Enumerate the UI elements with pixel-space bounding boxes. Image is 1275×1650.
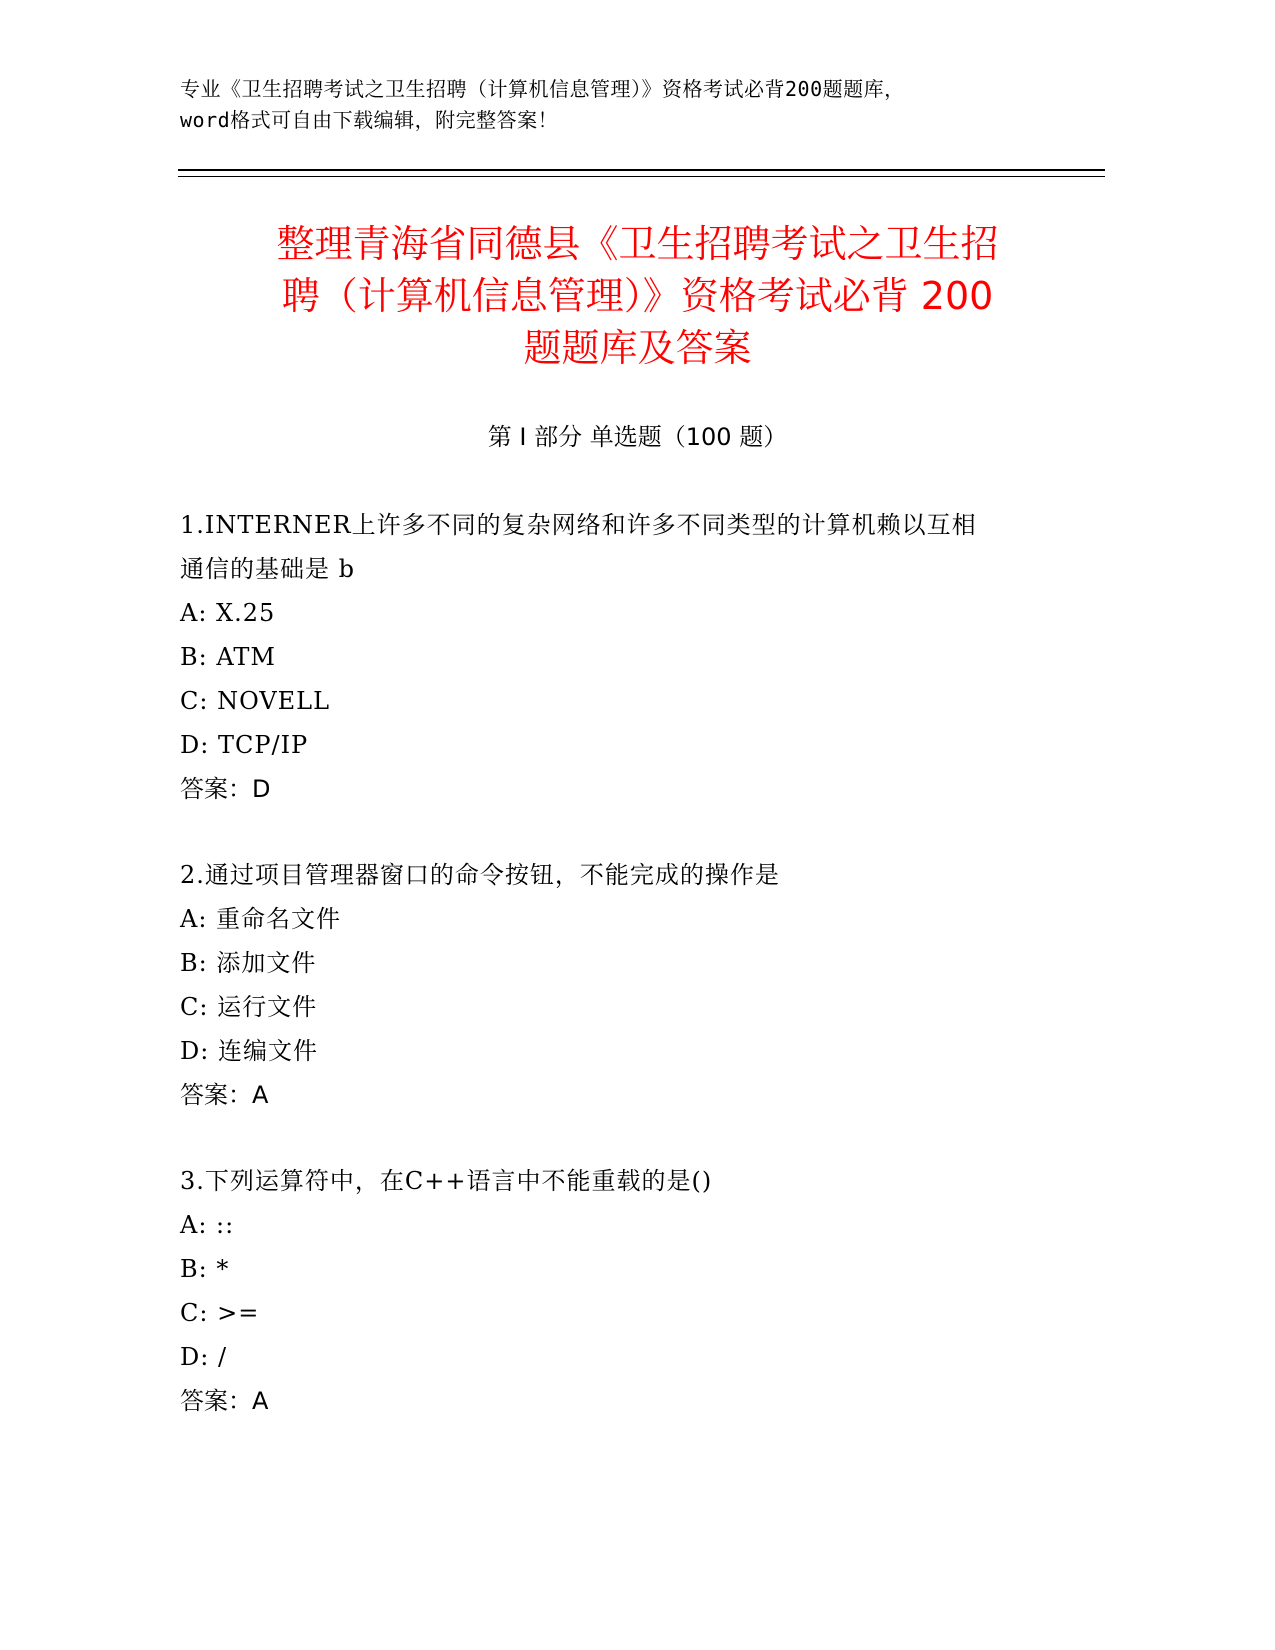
question-stem: 3.下列运算符中，在C++语言中不能重载的是() bbox=[180, 1167, 713, 1195]
option-b: B: 添加文件 bbox=[180, 949, 317, 977]
header-divider-thick bbox=[178, 169, 1105, 171]
answer-line: 答案：D bbox=[180, 775, 271, 803]
answer-line: 答案：A bbox=[180, 1387, 269, 1415]
question-stem-continued: 通信的基础是 b bbox=[180, 555, 355, 583]
option-c: C: 运行文件 bbox=[180, 993, 318, 1021]
header-note-line-1: 专业《卫生招聘考试之卫生招聘（计算机信息管理）》资格考试必背200题题库， bbox=[180, 77, 905, 101]
option-d: D: / bbox=[180, 1343, 228, 1371]
option-b: B: ATM bbox=[180, 643, 276, 671]
document-title-line-1: 整理青海省同德县《卫生招聘考试之卫生招 bbox=[276, 222, 999, 266]
header-divider-thin bbox=[178, 176, 1105, 177]
option-c: C: >= bbox=[180, 1299, 260, 1327]
question-list bbox=[180, 503, 1080, 1465]
question-2 bbox=[180, 853, 1080, 1117]
question-1 bbox=[180, 503, 1080, 811]
option-a: A: X.25 bbox=[180, 599, 276, 627]
header-note-line-2: word格式可自由下载编辑，附完整答案！ bbox=[180, 108, 559, 132]
question-3 bbox=[180, 1159, 1080, 1423]
document-title-line-2: 聘（计算机信息管理）》资格考试必背 200 bbox=[281, 274, 994, 318]
question-stem: 1.INTERNER上许多不同的复杂网络和许多不同类型的计算机赖以互相 bbox=[180, 511, 977, 539]
question-stem: 2.通过项目管理器窗口的命令按钮，不能完成的操作是 bbox=[180, 861, 780, 889]
option-a: A: :: bbox=[180, 1211, 235, 1239]
option-d: D: TCP/IP bbox=[180, 731, 309, 759]
option-b: B: * bbox=[180, 1255, 230, 1283]
header-note bbox=[180, 74, 1090, 136]
document-title-line-3: 题题库及答案 bbox=[523, 326, 752, 370]
option-d: D: 连编文件 bbox=[180, 1037, 318, 1065]
option-a: A: 重命名文件 bbox=[180, 905, 342, 933]
answer-line: 答案：A bbox=[180, 1081, 269, 1109]
option-c: C: NOVELL bbox=[180, 687, 331, 715]
section-heading: 第 I 部分 单选题（100 题） bbox=[487, 423, 788, 451]
document-title bbox=[180, 218, 1095, 374]
